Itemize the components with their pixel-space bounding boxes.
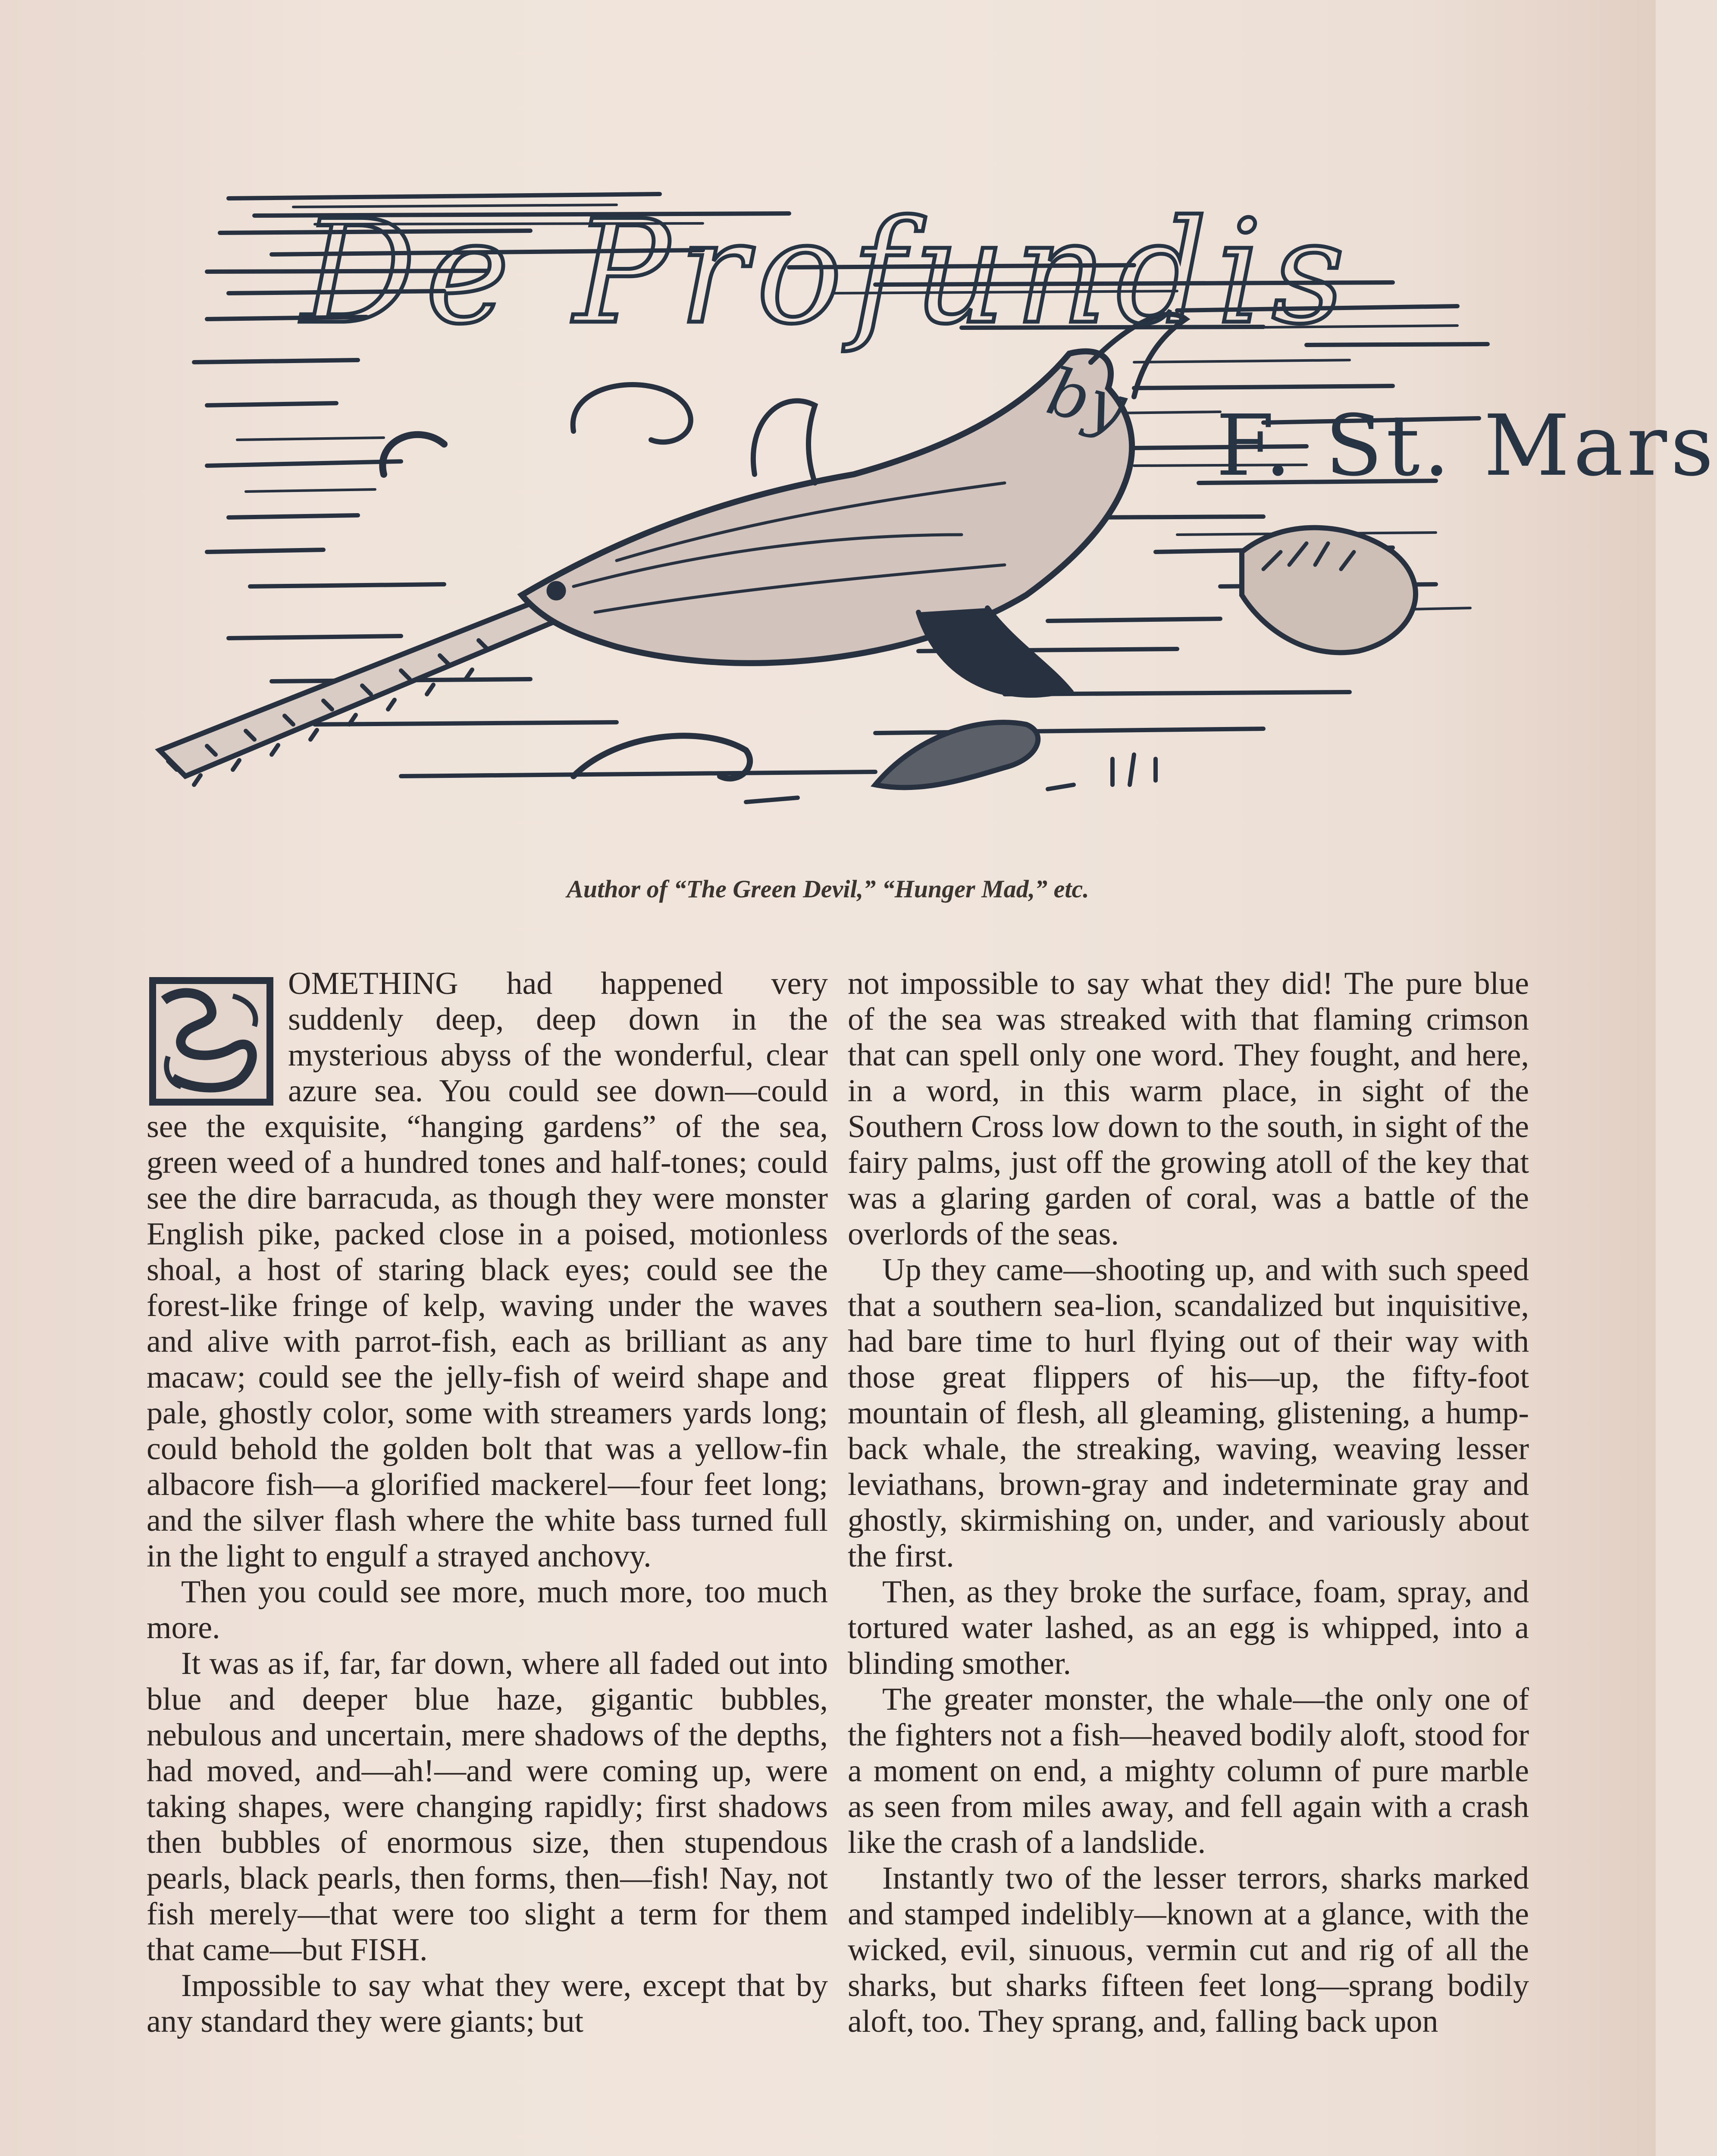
left-column <box>147 966 828 2040</box>
paragraph: not impossible to say what they did! The pure blue of the sea was streaked with that flaming crimson that can spell only one word. They fought, and here, in a word, in this warm place, in sight of the Southern Cross low down to the south, in sight of the fairy palms, just off the growing atoll of the key that was a glaring garden of coral, was a battle of the overlords of the seas. <box>848 966 1529 1252</box>
byline-author: F. St. Mars <box>1216 397 1717 495</box>
paragraph: Then, as they broke the surface, foam, spray, and tortured water lashed, as an egg is whipped, into a blinding smother. <box>848 1574 1529 1681</box>
paragraph: Up they came—shooting up, and with such speed that a southern sea-lion, scandalized but inquisitive, had bare time to hurl flying out of their way with those great flippers of his—up, the fifty-foot mountain of flesh, all gleaming, glistening, a humpback whale, the streaking, waving, weaving lesser leviathans, brown-gray and indeterminate gray and ghostly, skirmishing on, under, and variously about the first. <box>848 1252 1529 1574</box>
paragraph: Then you could see more, much more, too much more. <box>147 1574 828 1645</box>
author-credit: Author of “The Green Devil,” “Hunger Mad,” etc. <box>567 875 1089 903</box>
paragraph: It was as if, far, far down, where all faded out into blue and deeper blue haze, gigantic bubbles, nebulous and uncertain, mere shadows of the depths, had moved, and—ah!—and were coming up, were taking shapes, were changing rapidly; first shadows then bubbles of enormous size, then stupendous pearls, black pearls, then forms, then—fish! Nay, not fish merely—that were too slight a term for them that came—but FISH. <box>147 1646 828 1968</box>
paragraph: OMETHING had happened very suddenly deep, deep down in the mysterious abyss of the wonderful, clear azure sea. You could see down—could see the exquisite, “hanging gardens” of the sea, green weed of a hundred tones and half-tones; could see the dire barracuda, as though they were monster English pike, packed close in a poised, motionless shoal, a host of staring black eyes; could see the forest-like fringe of kelp, waving under the waves and alive with parrot-fish, each as brilliant as any macaw; could see the jelly-fish of weird shape and pale, ghostly color, some with streamers yards long; could behold the golden bolt that was a yellow-fin albacore fish—a glorified mackerel—four feet long; and the silver flash where the white bass turned full in the light to engulf a strayed anchovy. <box>147 966 828 1574</box>
article-title: De Profundis <box>302 190 1354 355</box>
paragraph: Impossible to say what they were, except that by any standard they were giants; but <box>147 1968 828 2039</box>
dropcap-s-ornament <box>147 975 276 1108</box>
right-column <box>848 966 1529 2040</box>
byline-by: by <box>1040 354 1134 446</box>
paragraph: The greater monster, the whale—the only one of the fighters not a fish—heaved bodily aloft, stood for a moment on end, a mighty column of pure marble as seen from miles away, and fell again with a crash like the crash of a landslide. <box>848 1682 1529 1860</box>
paragraph: Instantly two of the lesser terrors, sharks marked and stamped indelibly—known at a glance, with the wicked, evil, sinuous, vermin cut and rig of all the sharks, but sharks fifteen feet long—sprang bodily aloft, too. They sprang, and, falling back upon <box>848 1861 1529 2039</box>
